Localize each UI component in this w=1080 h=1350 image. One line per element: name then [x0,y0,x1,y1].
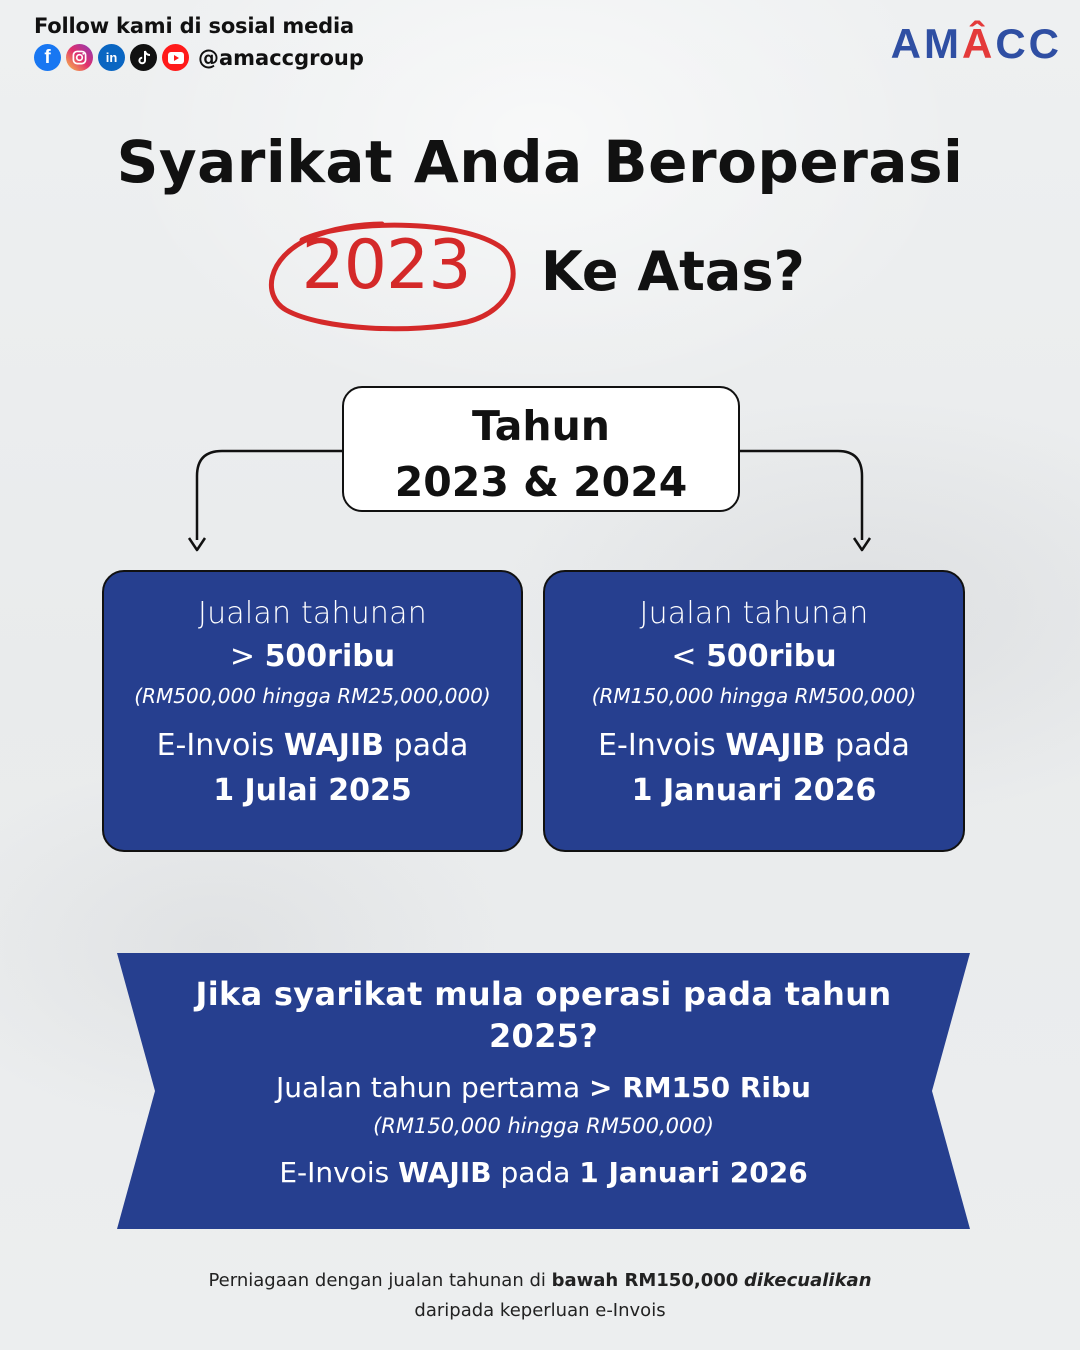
footnote-line1 [0,1266,1080,1296]
follow-text: Follow kami di sosial media [34,14,354,38]
card-left-threshold: 500ribu [264,639,396,674]
facebook-icon[interactable]: f [34,44,61,71]
footnote-italic: dikecualikan [744,1270,872,1291]
banner-content [117,953,970,1229]
title-year: 2023 [301,226,471,305]
tiktok-icon[interactable] [130,44,157,71]
banner-einv-keyword: WAJIB [398,1156,492,1189]
card-left-einv-keyword: WAJIB [283,728,384,763]
banner-einv-prefix: E-Invois [279,1156,390,1189]
card-left-einv-suffix: pada [393,728,469,763]
banner-jualan-threshold: > RM150 Ribu [589,1071,811,1104]
exemption-footnote [0,1266,1080,1326]
card-right-einv-suffix: pada [835,728,910,763]
card-below-500k [543,570,965,852]
banner-einv-date: 1 Januari 2026 [579,1156,808,1189]
card-left-comparator: > [229,639,256,674]
social-handle[interactable]: @amaccgroup [198,45,364,70]
amacc-logo [891,20,1062,68]
footnote-part1: Perniagaan dengan jualan tahunan di [208,1270,546,1291]
banner-range: (RM150,000 hingga RM500,000) [373,1114,714,1138]
card-above-500k [102,570,523,852]
banner-jualan-prefix: Jualan tahun pertama [276,1071,581,1104]
title-subline: Ke Atas? [541,240,805,303]
social-follow-block [34,14,364,71]
social-icons-row [34,44,364,71]
banner-question: Jika syarikat mula operasi pada tahun 2025? [195,975,892,1055]
card-left-threshold-line [104,639,521,674]
logo-prefix: AM [890,20,962,67]
card-right-comparator: < [671,639,697,674]
card-left-range: (RM500,000 hingga RM25,000,000) [134,684,491,708]
new-company-banner [117,953,970,1229]
card-right-einvoice-line [545,728,963,763]
footnote-line2: daripada keperluan e-Invois [414,1300,666,1321]
instagram-icon[interactable] [66,44,93,71]
card-right-threshold: 500ribu [706,639,837,674]
page-title: Syarikat Anda Beroperasi [116,128,964,196]
footnote-bold: bawah RM150,000 [551,1270,739,1291]
card-left-title: Jualan tahunan [198,596,427,631]
logo-suffix: CC [995,20,1062,67]
banner-einvoice-line [117,1156,970,1189]
card-right-einv-keyword: WAJIB [725,728,826,763]
linkedin-icon[interactable]: in [98,44,125,71]
tahun-label: Tahun [472,402,610,450]
card-right-einv-prefix: E-Invois [598,728,716,763]
card-right-date: 1 Januari 2026 [631,773,877,808]
banner-einv-middle: pada [500,1156,571,1189]
card-right-range: (RM150,000 hingga RM500,000) [591,684,917,708]
card-right-title: Jualan tahunan [639,596,869,631]
year-range-box [342,386,740,512]
banner-jualan-line [117,1071,970,1104]
youtube-icon[interactable] [162,44,189,71]
tahun-years: 2023 & 2024 [394,458,688,506]
card-left-einvoice-line [104,728,521,763]
card-left-date: 1 Julai 2025 [213,773,412,808]
card-right-threshold-line [545,639,963,674]
logo-accent: Â [961,20,996,67]
card-left-einv-prefix: E-Invois [156,728,275,763]
